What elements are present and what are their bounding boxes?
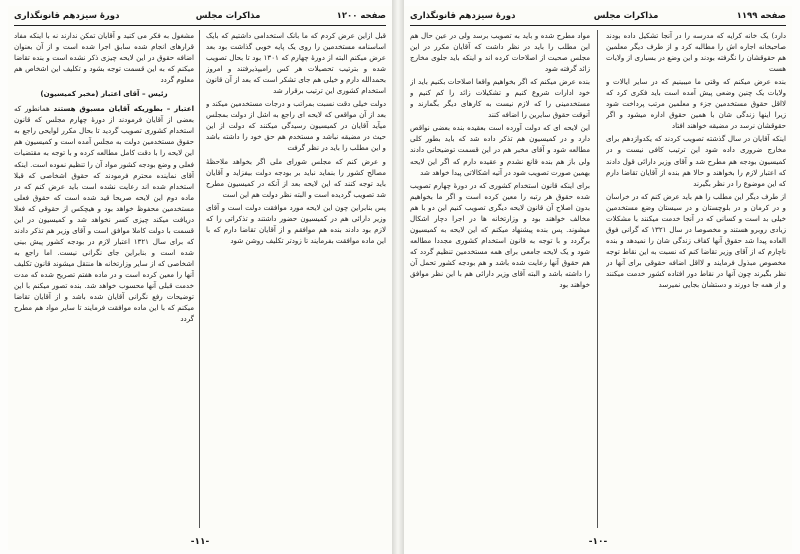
text-column-right: [606, 30, 786, 528]
paragraph: همانطور که بعضی از آقایان فرمودند از دورهٔ چهارم مجلس که قانون استخدام کشوری تصویب گردید تا بحال مکرر لوایحی راجع به حقوق مستخدمین دولت به مجلس آمده است و کمیسیون هم این لایحه را با دقت کامل مطالعه کرده و با توجه به مقتضیات فعلی و وضع بودجه کشور مواد آن را تنظیم نموده است. اینکه آقای نماینده محترم فرمودند که حقوق اشخاصی که قبلا استخدام شده اند رعایت نشده است باید عرض کنم که در ماده دوم این لایحه صریحا قید شده است که حقوق فعلی مستخدمین محفوظ خواهد بود و هیچکس از حقوقی که فعلا دریافت میکند چیزی کسر نخواهد شد و کمیسیون در این قسمت با دولت کاملا موافق است و آقای وزیر هم تذکر دادند که برای سال ۱۳۲۱ اعتبار لازم در بودجه کشور پیش بینی شده است و بنابراین جای نگرانی نیست. اما راجع به اشخاصی که از سایر وزارتخانه ها منتقل میشوند قانون تکلیف آنها را معین کرده است و در ماده هفتم تصریح شده که مدت خدمت قبلی آنها محسوب خواهد شد. بنده تصور میکنم با این توضیحات رفع نگرانی آقایان شده باشد و از آقایان تقاضا میکنم که با این ماده موافقت فرمایند تا سایر مواد هم مطرح گردد: [14, 104, 194, 324]
page-footer-number: -۱۱-: [190, 537, 210, 547]
text-column-left: [410, 30, 590, 528]
session-title: دورهٔ سیزدهم قانونگذاری: [410, 11, 516, 21]
left-page: [8, 6, 392, 550]
paragraph: بنده عرض میکنم که وقتی ما میبینیم که در سایر ایالات و ولایات یک چنین وضعی پیش آمده است باید فکری کرد که لااقل حقوق مستخدمین جزء و معلمین مرتب پرداخت شود زیرا اینها زندگی شان با همین حقوق اداره میشود و اگر حقوقشان نرسد در مضیقه خواهند افتاد: [606, 77, 786, 131]
page-number: صفحه ۱۲۰۰: [336, 11, 386, 21]
speaker-heading: رئیس – آقای اعتبار (مخبر کمیسیون): [40, 89, 168, 99]
paragraph: اینکه آقایان در سال گذشته تصویب کردند که یکدوازدهم برای مخارج ضروری داده شود این ترتیب کافی نیست و در کمیسیون بودجه هم مطرح شد و آقای وزیر دارائی قول دادند که اعتبار لازم را بخواهند و حالا هم بنده از آقایان تقاضا دارم که این موضوع را در نظر بگیرند: [606, 134, 786, 188]
paragraph: و عرض کنم که مجلس شورای ملی اگر بخواهد ملاحظهٔ مصالح کشور را بنماید نباید بر بودجه دولت بیفزاید و آقایان باید توجه کنند که این لایحه بعد از آنکه در کمیسیون مطرح شد تصویب گردیده است و البته نظر دولت هم این است: [206, 156, 386, 199]
header-rule: [14, 25, 386, 26]
paragraph: دولت خیلی دقت نسبت بمراتب و درجات مستخدمین میکند و بعد از آن مواقعی که لایحه ای راجع به اشل از دولت بمجلس میآید آقایان در کمیسیون رسیدگی میکنند که دولت از این حیث در مضیقه نباشد و مستخدم هم حق خود را داشته باشد و این مطلب را باید در نظر گرفت: [206, 99, 386, 153]
paragraph: از طرف دیگر این مطلب را هم باید عرض کنم که در خراسان و در کرمان و در بلوچستان و در سیستان وضع مستخدمین خیلی بد است و کسانی که در آنجا خدمت میکنند با مشکلات زیادی روبرو هستند و مخصوصا در سال ۱۳۲۱ که گرانی فوق العاده پیدا شد حقوق آنها کفاف زندگی شان را نمیدهد و بنده ناچارم که از آقای وزیر تقاضا کنم که نسبت به این نقاط توجه مخصوص مبذول فرمایند و لااقل اضافه حقوقی برای آنها در نظر بگیرند چون آنها در نقاط دور افتاده کشور خدمت میکنند و از همه جا دورند و دستشان بجایی نمیرسد: [606, 191, 786, 290]
paragraph: مشغول به فکر می کنید و آقایان تمکن ندارند نه با اینکه مفاد قرارهای انجام شده سابق اجرا شده است و از آن بعنوان اضافه حقوق در این لایحه چیزی ذکر نشده است و بنده تقاضا میکنم که به این قسمت توجه بشود و تکلیف این اشخاص هم معلوم گردد: [14, 31, 194, 85]
page-header: [14, 8, 386, 24]
paragraph: دارد) یک خانه کرایه که مدرسه را در آنجا تشکیل داده بودند صاحبخانه اجاره اش را مطالبه کرد و از طرف دیگر معلمین هم حقوقشان را نگرفته بودند و این وضع در بسیاری از ولایات هست: [606, 31, 786, 74]
session-title: دورهٔ سیزدهم قانونگذاری: [14, 11, 120, 21]
page-footer-number: -۱۰-: [588, 537, 608, 547]
header-rule: [410, 25, 786, 26]
paragraph: پس بنابراین چون این لایحه مورد موافقت دولت است و آقای وزیر دارائی هم در کمیسیون حضور داشتند و تذکراتی را که لازم بود دادند بنده هم موافقم و از آقایان تقاضا دارم که با این ماده موافقت بفرمایند تا زودتر تکلیف روشن شود: [206, 202, 386, 245]
right-page: [404, 6, 792, 550]
column-divider: [597, 30, 598, 528]
page-number: صفحه ۱۱۹۹: [736, 11, 786, 21]
text-column-left: [14, 30, 194, 528]
paragraph: قبل ازاین عرض کردم که ما بانک استخدامی داشتیم که بایک اساسنامه مستخدمین را روی یک پایه خوبی گذاشت بود بعد عرض میکنم البته از دورهٔ چهارم که ۱۳۰۱ بود تا بحال تصویب شده و بترتیب تحصیلات هر کس رامیپذیرفتند و امروز بحمدالله دارم و خیلی هم جای تشکر است که بعد از آن قانون استخدام کشوری این ترتیب برقرار شد: [206, 31, 386, 96]
paragraph: برای اینکه قانون استخدام کشوری که در دورهٔ چهارم تصویب شده حقوق هر رتبه را معین کرده است و اگر ما بخواهیم بدون اصلاح آن قانون لایحه دیگری تصویب کنیم این دو با هم مخالف خواهند بود و وزارتخانه ها در اجرا دچار اشکال میشوند. پس بنده پیشنهاد میکنم که این لایحه به کمیسیون برگردد و با توجه به قانون استخدام کشوری مجددا مطالعه شود و یک لایحه جامعی برای همه مستخدمین تنظیم گردد که هم حقوق آنها رعایت شده باشد و هم بودجه کشور تحمل آن را داشته باشد و البته آقای وزیر دارائی هم با این نظر موافق خواهند بود: [410, 180, 590, 290]
text-column-right: [206, 30, 386, 528]
speaker-name: اعتبار – بطوریکه آقایان مسبوق هستند: [53, 104, 194, 114]
page-header: [410, 8, 786, 24]
paragraph: مواد مطرح شده و باید به تصویب برسد ولی در عین حال هم این مطلب را باید در نظر داشت که آقایان مکرر در این مجلس صحبت از اصلاحات کرده اند و اینکه باید جلوی مخارج زائد گرفته شود: [410, 31, 590, 74]
running-title: مذاکرات مجلس: [195, 11, 261, 21]
running-title: مذاکرات مجلس: [593, 11, 659, 21]
paragraph: این لایحه ای که دولت آورده است بعقیده بنده بعضی نواقص دارد و در کمیسیون هم تذکر داده شد که باید بطور کلی مطالعه شود و آقای مخبر هم در این قسمت توضیحاتی دادند ولی باز هم بنده قانع نشدم و عقیده دارم که اگر این لایحه بهمین صورت تصویب شود در آتیه اشکالاتی پیدا خواهد شد: [410, 123, 590, 177]
paragraph: بنده عرض میکنم که اگر بخواهیم واقعا اصلاحات بکنیم باید از خود ادارات شروع کنیم و تشکیلات زائد را کم کنیم و مستخدمینی را که لازم نیست به کارهای دیگر بگمارند و آنوقت حقوق سایرین را اضافه کنند: [410, 77, 590, 120]
book-gutter: [392, 0, 404, 554]
column-divider: [199, 30, 200, 528]
